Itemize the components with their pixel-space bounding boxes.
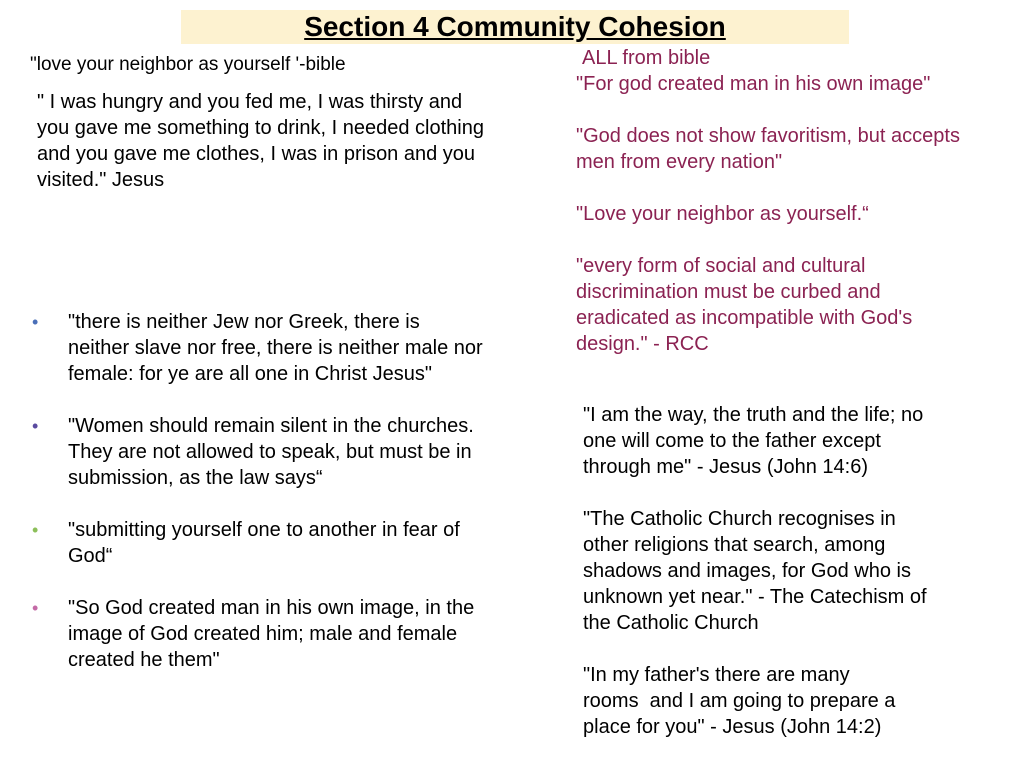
list-item-text: "Women should remain silent in the churches. They are not allowed to speak, but must be in submission, as the law says“ xyxy=(68,415,474,489)
quote-text: "every form of social and cultural discrimination must be curbed and eradicated as incompatible with God's design." - RCC xyxy=(576,255,913,355)
quote-text: "I am the way, the truth and the life; no one will come to the father except through me" - Jesus (John 14:6) xyxy=(583,404,924,478)
love-neighbor-quote xyxy=(30,52,346,78)
bullet-icon: • xyxy=(32,312,39,332)
quote-text: "In my father's there are many rooms and I am going to prepare a place for you" - Jesus (John 14:2) xyxy=(583,664,896,738)
list-item-text: "submitting yourself one to another in fear of God“ xyxy=(68,519,460,567)
list-item-text: "there is neither Jew nor Greek, there is neither slave nor free, there is neither male nor female: for ye are all one in Christ Jesus" xyxy=(68,311,483,385)
list-item xyxy=(32,413,552,491)
hungry-quote xyxy=(37,89,557,193)
bible-quotes-block xyxy=(576,45,1021,357)
bullet-icon: • xyxy=(32,416,39,436)
quote-text: "God does not show favoritism, but accepts men from every nation" xyxy=(576,125,960,173)
title-banner xyxy=(181,10,849,44)
bullet-icon: • xyxy=(32,520,39,540)
jesus-catechism-quotes-block xyxy=(583,402,1003,740)
quote-text: "Love your neighbor as yourself.“ xyxy=(576,203,869,225)
quote-text: "love your neighbor as yourself '-bible xyxy=(30,54,346,75)
quote-text: " I was hungry and you fed me, I was thirsty and you gave me something to drink, I needed clothing and you gave me clothes, I was in prison and you visited." Jesus xyxy=(37,91,484,191)
bullet-list xyxy=(32,309,552,699)
source-label: ALL from bible xyxy=(582,47,711,69)
quote-text: "The Catholic Church recognises in other religions that search, among shadows and images, for God who is unknown yet near." - The Catechism of the Catholic Church xyxy=(583,508,927,634)
bullet-icon: • xyxy=(32,598,39,618)
list-item xyxy=(32,595,552,673)
list-item xyxy=(32,517,552,569)
list-item-text: "So God created man in his own image, in the image of God created him; male and female created he them" xyxy=(68,597,475,671)
quote-text: "For god created man in his own image" xyxy=(576,73,931,95)
page-title: Section 4 Community Cohesion xyxy=(304,11,726,42)
list-item xyxy=(32,309,552,387)
